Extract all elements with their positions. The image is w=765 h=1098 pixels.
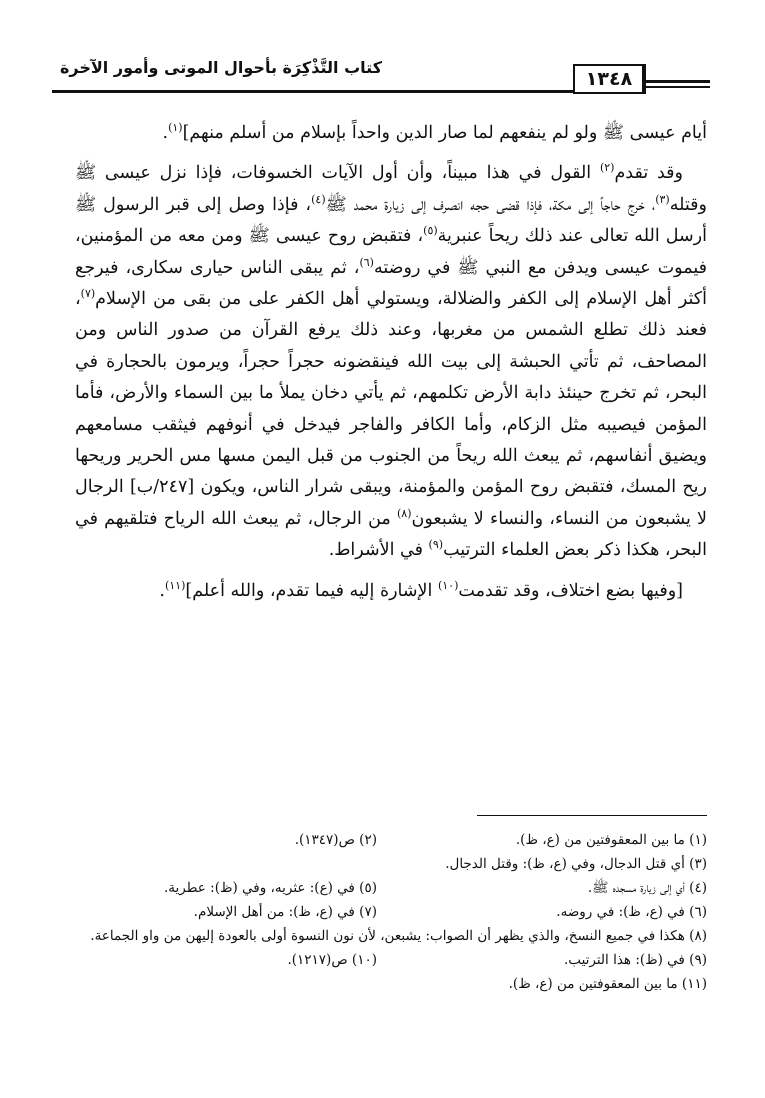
header-ornament-rule (646, 80, 710, 83)
footnote-row (75, 900, 707, 924)
footnote-ref[interactable]: (١) (168, 121, 183, 135)
text-span: القول في هذا مبيناً، وأن أول الآيات الخسوفات، فإذا نزل عيسى ﷺ وقتله (75, 163, 707, 215)
text-span: . (162, 123, 169, 143)
text-span: الإشارة إليه فيما تقدم، والله أعلم] (185, 580, 438, 601)
text-span: أيام عيسى ﷺ ولو لم ينفعهم لما صار الدين واحداً بإسلام من أسلم منهم] (182, 123, 707, 143)
text-span: ، فإذا وصل إلى قبر الرسول ﷺ أرسل الله تعالى عند ذلك ريحاً عنبرية (75, 194, 707, 247)
text-span: ، خرج حاجاً إلى مكة، فإذا قضى حجه انصرف إلى زيارة محمد ﷺ (325, 194, 656, 215)
footnote-ref[interactable]: (٩) (428, 538, 444, 552)
text-span: من الرجال، ثم يبعث الله الرياح فتلقيهم في البحر، هكذا ذكر بعض العلماء الترتيب (75, 508, 707, 561)
page-number-bar (642, 64, 646, 94)
text-span: [وفيها بضع اختلاف، وقد تقدمت (458, 580, 683, 601)
footnote-ref[interactable]: (٧) (80, 287, 96, 301)
footnote-ref[interactable]: (٢) (599, 161, 615, 175)
footnote-ref[interactable]: (٣) (655, 192, 670, 206)
text-span: . (159, 580, 165, 601)
footnote-2: (٢) ص(١٣٤٧). (294, 832, 377, 848)
footnote-ref[interactable]: (١١) (164, 578, 186, 592)
footnote-3: (٣) أي قتل الدجال، وفي (ع، ظ): وقتل الدجال. (445, 856, 707, 872)
footnote-row (75, 828, 707, 852)
main-text (75, 118, 707, 616)
text-span: في الأشراط. (328, 540, 429, 561)
header-ornament-rule-thin (646, 86, 710, 88)
footnote-row (75, 972, 707, 996)
footnote-ref[interactable]: (٥) (423, 224, 438, 238)
footnote-6: (٦) في (ع، ظ): في روضه. (556, 904, 707, 920)
footnote-11: (١١) ما بين المعقوفتين من (ع، ظ). (508, 976, 707, 992)
header-rule (52, 90, 573, 93)
text-span: ، فعند ذلك تطلع الشمس من مغربها، وعند ذلك يرفع القرآن من صدور الناس ومن المصاحف، ثم تأتي الحبشة إلى بيت الله فينقضونه حجراً حجراً، ويرمون بالحجارة في البحر، ثم تخرج حينئذ دابة الأرض تكلمهم، ثم يأتي دخان يملأ ما بين السماء والأرض، فأما المؤمن فيصيبه مثل الزكام، وأما الكافر والفاجر فيدخل في أنوفهم فيثقب مسامعهم ويضيق أنفاسهم، ثم يبعث الله ريحاً من الجنوب من قبل اليمن مسها مس الحرير وريحها ريح المسك، فتقبض روح المؤمن والمؤمنة، ويبقى شرار الناس، ويكون [٢٤٧/ب] الرجال لا يشبعون من النساء، والنساء لا يشبعون (75, 289, 707, 529)
page-number: ١٣٤٨ (573, 64, 643, 94)
text-span: وقد تقدم (614, 163, 683, 184)
text-span: ، فتقبض روح عيسى ﷺ ومن معه من المؤمنين، فيموت عيسى ويدفن مع النبي ﷺ في روضته (75, 226, 707, 278)
footnote-row (75, 948, 707, 972)
footnote-separator (477, 815, 707, 816)
text-span: ، ثم يبقى الناس حيارى سكارى، فيرجع أكثر أهل الإسلام إلى الكفر والضلالة، ويستولي أهل الكفر على من بقى من الإسلام (75, 257, 707, 310)
footnote-4: (٤) أي إلى زيارة مسجده ﷺ. (587, 880, 707, 896)
footnote-row (75, 852, 707, 876)
footnote-5: (٥) في (ع): عثريه، وفي (ظ): عطرية. (164, 880, 377, 896)
footnote-8: (٨) هكذا في جميع النسخ، والذي يظهر أن الصواب: يشبعن، لأن نون النسوة أولى بالعودة إليهن من واو الجماعة. (90, 928, 707, 944)
footnote-10: (١٠) ص(١٢١٧). (287, 952, 377, 968)
footnote-ref[interactable]: (٤) (311, 192, 326, 206)
footnote-ref[interactable]: (٦) (359, 255, 374, 269)
footnote-ref[interactable]: (١٠) (437, 578, 459, 592)
book-title: كتاب التَّذْكِرَة بأحوال الموتى وأمور الآخرة (59, 58, 382, 77)
paragraph-1 (75, 118, 707, 149)
footnote-7: (٧) في (ع، ظ): من أهل الإسلام. (193, 904, 377, 920)
footnotes (75, 828, 707, 996)
footnote-row (75, 924, 707, 948)
paragraph-3 (75, 576, 707, 607)
footnote-9: (٩) في (ظ): هذا الترتيب. (564, 952, 707, 968)
paragraph-2 (75, 158, 707, 566)
footnote-row (75, 876, 707, 900)
footnote-ref[interactable]: (٨) (396, 507, 412, 521)
footnote-1: (١) ما بين المعقوفتين من (ع، ظ). (515, 832, 707, 848)
